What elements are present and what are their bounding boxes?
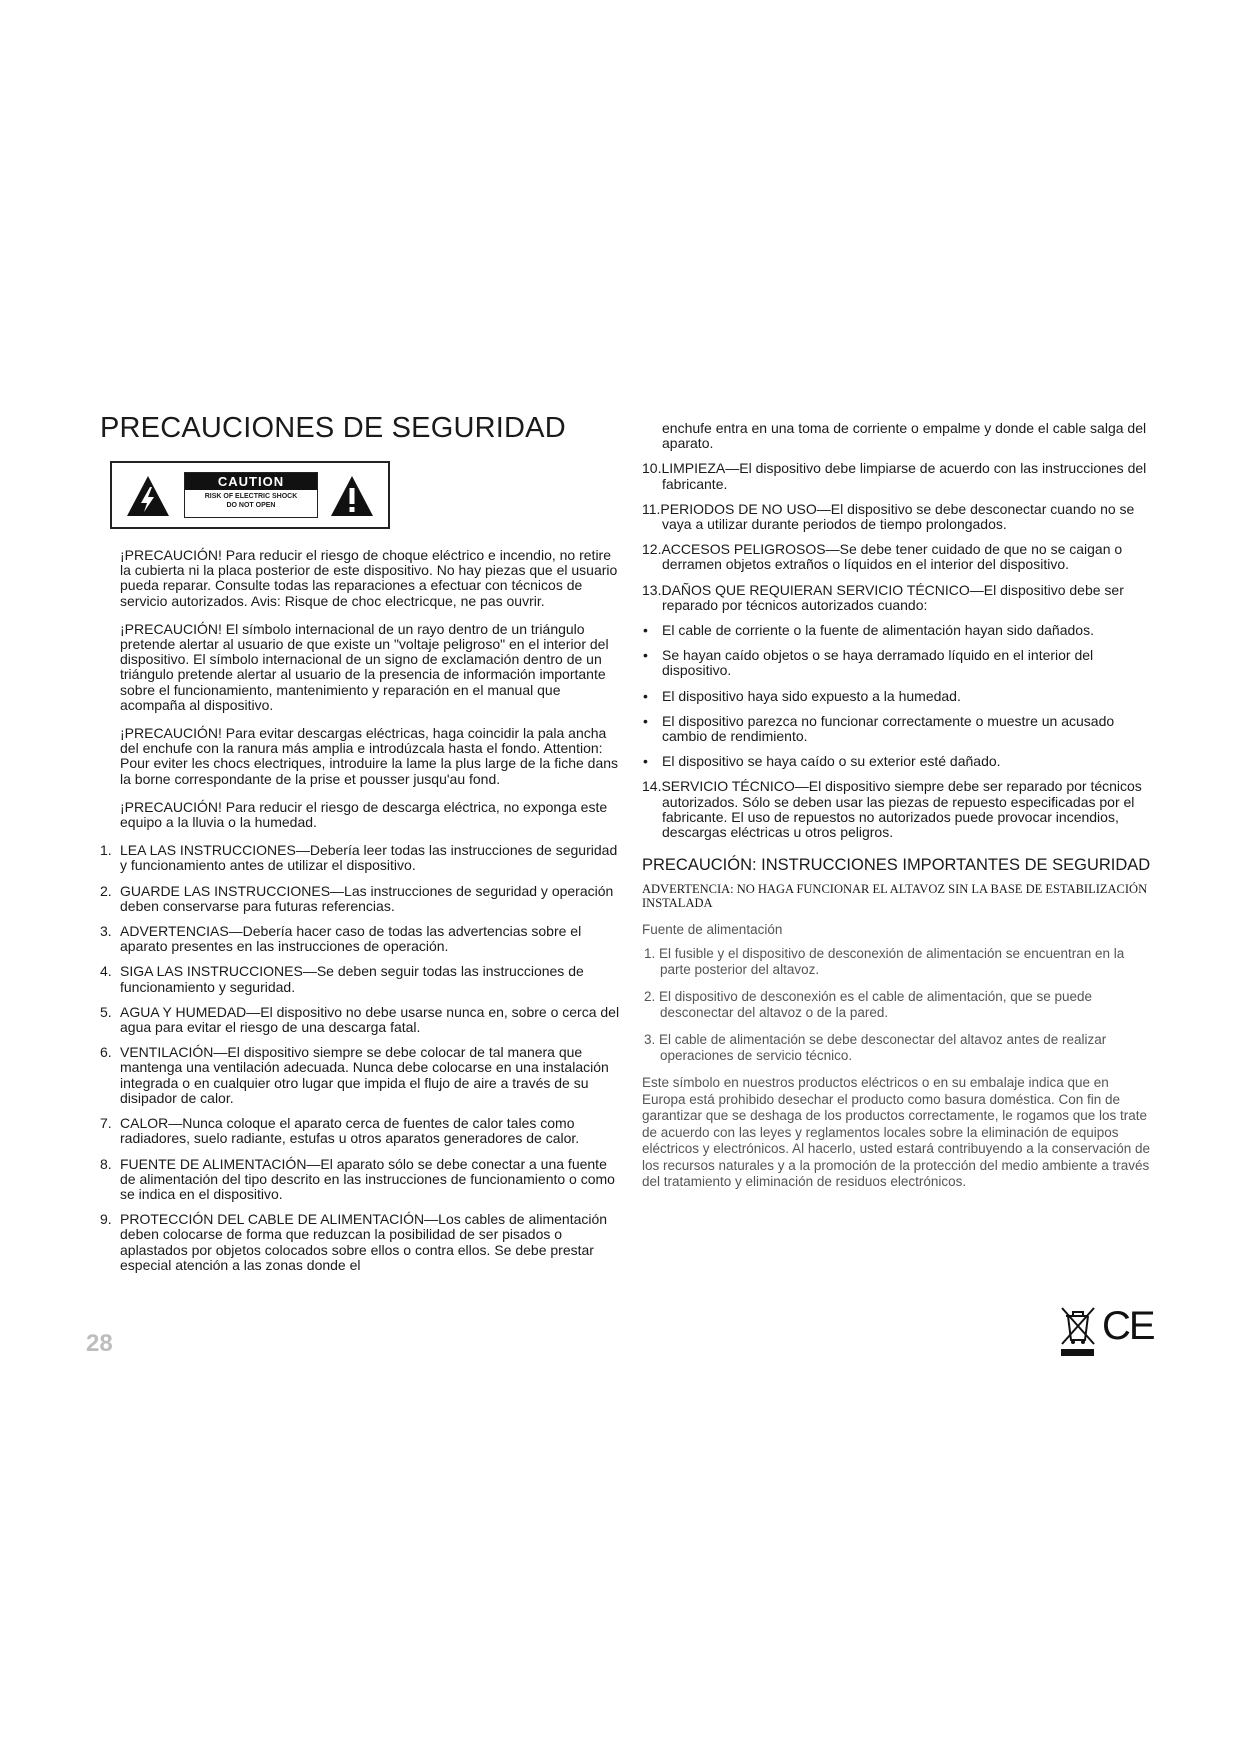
compliance-marks: [1058, 1302, 1154, 1358]
instruction-item: [100, 1005, 620, 1035]
warning-paragraph: ¡PRECAUCIÓN! El símbolo internacional de un rayo dentro de un triángulo pretende alertar al usuario de que existe un "voltaje peligroso" en el interior del dispositivo. El símbolo internacional de un signo de exclamación dentro de un triángulo pretende alertar al usuario de la presencia de información importante sobre el funcionamiento, mantenimiento y reparación en el manual que acompaña al dispositivo.: [120, 620, 609, 713]
instruction-item-12: 12.ACCESOS PELIGROSOS—Se debe tener cuidado de que no se caigan o derramen objetos extraños o líquidos en el interior del dispositivo.: [642, 541, 1123, 573]
instruction-item-10: 10.LIMPIEZA—El dispositivo debe limpiarse de acuerdo con las instrucciones del fabricante.: [642, 460, 1147, 492]
section-heading: PRECAUCIÓN: INSTRUCCIONES IMPORTANTES DE SEGURIDAD: [642, 856, 1151, 875]
item-text: FUENTE DE ALIMENTACIÓN—El aparato sólo se debe conectar a una fuente de alimentación del tipo descrito en las instrucciones de funcionamiento o como se indica en el dispositivo.: [120, 1155, 615, 1202]
item-text: VENTILACIÓN—El dispositivo siempre se debe colocar de tal manera que mantenga una ventilación adecuada. Nunca debe colocarse en una instalación integrada o en cualquier otro lugar que impida el flujo de aire a través de su disipador de calor.: [120, 1044, 609, 1106]
weee-disposal-text: Este símbolo en nuestros productos eléctricos o en su embalaje indica que en Europa está prohibido desechar el producto como basura doméstica. Con fin de garantizar que se deshaga de los productos correctamente, le rogamos que los trate de acuerdo con las leyes y reglamentos locales sobre la eliminación de equipos eléctricos y electrónicos. Al hacerlo, usted estará contribuyendo a la conservación de los recursos naturales y a la promoción de la protección del medio ambiente a través del tratamiento y eliminación de residuos electrónicos.: [642, 1075, 1151, 1190]
item-number: 3.: [100, 923, 112, 940]
item-text: LEA LAS INSTRUCCIONES—Debería leer todas las instrucciones de seguridad y funcionamiento antes de utilizar el dispositivo.: [120, 842, 618, 874]
advertencia-text: ADVERTENCIA: NO HAGA FUNCIONAR EL ALTAVOZ SIN LA BASE DE ESTABILIZACIÓN INSTALADA: [642, 882, 1148, 911]
bullet-item: • El dispositivo se haya caído o su exterior esté dañado.: [642, 754, 1152, 769]
continuation-text: enchufe entra en una toma de corriente o empalme y donde el cable salga del aparato.: [662, 420, 1147, 452]
caution-subtext: [185, 490, 317, 510]
power-supply-item: 2. El dispositivo de desconexión es el cable de alimentación, que se puede desconectar del altavoz o de la pared.: [644, 989, 1093, 1021]
instruction-item: [100, 884, 620, 914]
caution-sign: [184, 472, 318, 518]
caution-label-graphic: [110, 461, 390, 529]
caution-line-2: DO NOT OPEN: [226, 502, 276, 509]
warning-paragraph: ¡PRECAUCIÓN! Para evitar descargas eléctricas, haga coincidir la pala ancha del enchufe con la ranura más amplia e introdúzcala hasta el fondo. Attention: Pour eviter les chocs electriques, introduire la lame la plus large de la fiche dans la borne correspondante de la prise et pousser jusqu'au fond.: [120, 725, 619, 787]
item-number: 1.: [100, 842, 112, 859]
power-supply-item: 1. El fusible y el dispositivo de desconexión de alimentación se encuentran en la parte posterior del altavoz.: [644, 946, 1125, 978]
page-number: 28: [86, 1330, 113, 1357]
item-text: GUARDE LAS INSTRUCCIONES—Las instrucciones de seguridad y operación deben conservarse para futuras referencias.: [120, 882, 614, 914]
item-text: ADVERTENCIAS—Debería hacer caso de todas las advertencias sobre el aparato presentes en las instrucciones de operación.: [120, 923, 582, 955]
caution-line-1: RISK OF ELECTRIC SHOCK: [204, 493, 298, 500]
warning-paragraph: ¡PRECAUCIÓN! Para reducir el riesgo de choque eléctrico e incendio, no retire la cubierta ni la placa posterior de este dispositivo. No hay piezas que el usuario pueda reparar. Consulte todas las reparaciones a efectuar con técnicos de servicio autorizados. Avis: Risque de choc electricque, ne pas ouvrir.: [120, 547, 618, 609]
ce-mark-icon: CE: [1102, 1304, 1154, 1348]
lightning-triangle-icon: [126, 474, 170, 518]
bullet-item: • El dispositivo haya sido expuesto a la humedad.: [642, 689, 1152, 704]
power-supply-item: 3. El cable de alimentación se debe desconectar del altavoz antes de realizar operaciones de servicio técnico.: [644, 1032, 1107, 1064]
instruction-item-13: 13.DAÑOS QUE REQUIERAN SERVICIO TÉCNICO—El dispositivo debe ser reparado por técnicos autorizados cuando:: [642, 581, 1124, 613]
power-supply-title: Fuente de alimentación: [642, 922, 783, 938]
instruction-item-14: 14.SERVICIO TÉCNICO—El dispositivo siempre debe ser reparado por técnicos autorizados. Sólo se deben usar las piezas de repuesto especificadas por el fabricante. El uso de repuestos no autorizados puede provocar incendios, descargas eléctricas u otros peligros.: [642, 778, 1142, 841]
item-text: PROTECCIÓN DEL CABLE DE ALIMENTACIÓN—Los cables de alimentación deben colocarse de forma que reduzcan la posibilidad de ser pisados o aplastados por objetos colocados sobre ellos o contra ellos. Se debe prestar especial atención a las zonas donde el: [120, 1211, 608, 1273]
instruction-item: [100, 1157, 620, 1203]
item-number: 7.: [100, 1115, 112, 1132]
bullet-item: • El cable de corriente o la fuente de alimentación hayan sido dañados.: [642, 623, 1152, 638]
instruction-list: [100, 843, 620, 1273]
item-text: SIGA LAS INSTRUCCIONES—Se deben seguir todas las instrucciones de funcionamiento y seguridad.: [120, 963, 584, 995]
right-column: [642, 421, 1152, 1191]
instruction-item: [100, 1212, 620, 1273]
page-title: PRECAUCIONES DE SEGURIDAD: [100, 412, 566, 444]
bullet-item: • Se hayan caído objetos o se haya derramado líquido en el interior del dispositivo.: [642, 648, 1152, 678]
warning-paragraph: ¡PRECAUCIÓN! Para reducir el riesgo de descarga eléctrica, no exponga este equipo a la lluvia o la humedad.: [120, 798, 608, 831]
bullet-item: • El dispositivo parezca no funcionar correctamente o muestre un acusado cambio de rendimiento.: [642, 714, 1152, 744]
instruction-item: [100, 843, 620, 873]
instruction-item: [100, 964, 620, 994]
instruction-item: [100, 1045, 620, 1106]
item-number: 4.: [100, 963, 112, 980]
instruction-item: [100, 924, 620, 954]
left-column: [100, 548, 620, 1283]
item-number: 2.: [100, 882, 112, 899]
item-number: 5.: [100, 1003, 112, 1020]
caution-heading: CAUTION: [185, 473, 317, 490]
instruction-item: [100, 1116, 620, 1146]
instruction-item-11: 11.PERIODOS DE NO USO—El dispositivo se debe desconectar cuando no se vaya a utilizar durante periodos de tiempo prolongados.: [642, 500, 1135, 533]
item-text: AGUA Y HUMEDAD—El dispositivo no debe usarse nunca en, sobre o cerca del agua para evitar el riesgo de una descarga fatal.: [120, 1003, 620, 1036]
item-text: CALOR—Nunca coloque el aparato cerca de fuentes de calor tales como radiadores, suelo radiante, estufas u otros aparatos generadores de calor.: [120, 1115, 580, 1147]
exclamation-triangle-icon: [330, 474, 374, 518]
item-number: 8.: [100, 1155, 112, 1172]
item-number: 6.: [100, 1044, 112, 1061]
item-number: 9.: [100, 1211, 112, 1228]
